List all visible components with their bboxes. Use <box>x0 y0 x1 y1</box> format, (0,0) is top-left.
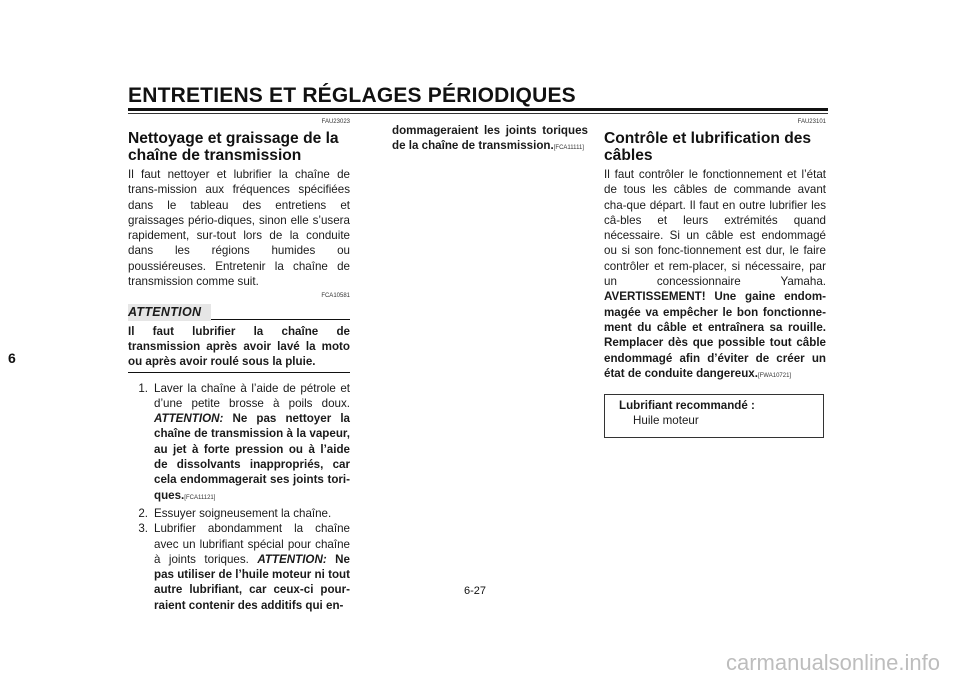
watermark: carmanualsonline.info <box>725 650 940 675</box>
column-left <box>128 118 350 613</box>
attention-rule <box>211 319 350 320</box>
step-code: [FCA11121] <box>184 494 216 501</box>
warning-code: [FWA10721] <box>757 372 792 379</box>
lubricant-box <box>604 394 824 438</box>
continued-text <box>392 123 588 157</box>
step-number: 2. <box>138 506 148 520</box>
lubricant-label: Lubrifiant recommandé : <box>619 399 755 413</box>
step-attention-label: ATTENTION: <box>257 552 327 566</box>
step-number: 1. <box>138 381 148 395</box>
step-item <box>128 381 350 506</box>
chain-intro-paragraph: Il faut nettoyer et lubrifier la chaîne de trans-mission aux fréquences spécifiées dans le tableau des entretiens et graissages pério-diques, sinon elle s’usera rapidement, sur-tout lors de la conduite dans les régions humides ou poussiéreuses. Entretenir la chaîne de transmission comme suit. <box>128 168 350 289</box>
attention-header <box>128 304 350 320</box>
column-middle <box>392 123 588 157</box>
step-text: Lubrifier abondamment la chaîne avec un lubrifiant spécial pour chaîne à joints toriques. <box>154 522 350 566</box>
step-body <box>154 521 350 613</box>
header-rule-thin <box>128 113 828 114</box>
header-rule <box>128 108 828 111</box>
section-code: FAU23101 <box>797 119 826 125</box>
section-code: FAU23023 <box>321 119 350 125</box>
step-attention-label: ATTENTION: <box>154 412 224 426</box>
step-text: Essuyer soigneusement la chaîne. <box>154 506 332 520</box>
step-item <box>128 506 350 521</box>
chapter-tab: 6 <box>8 350 16 366</box>
step-text: Laver la chaîne à l’aide de pétrole et d’une petite brosse à poils doux. <box>154 381 350 410</box>
page-header-title: ENTRETIENS ET RÉGLAGES PÉRIODIQUES <box>128 84 576 107</box>
step-item <box>128 521 350 613</box>
attention-badge: ATTENTION <box>128 304 211 320</box>
cables-warning: AVERTISSEMENT! Une gaine endom-magée va empêcher le bon fonctionne-ment du câble et entraînera sa rouille. Remplacer dès que possible tout câble endommagé afin d’éviter de créer un état de conduite dangereux. <box>604 290 826 380</box>
attention-text: Il faut lubrifier la chaîne de transmission après avoir lavé la moto ou après avoir roulé sous la pluie. <box>128 324 350 373</box>
page-number: 6-27 <box>464 585 487 597</box>
continued-code: [FCA11111] <box>553 145 584 152</box>
column-right <box>604 118 826 438</box>
section-title-chain: Nettoyage et graissage de la chaîne de transmission <box>128 130 339 164</box>
section-title-cables: Contrôle et lubrification des câbles <box>604 130 812 164</box>
lubricant-value: Huile moteur <box>633 414 699 428</box>
step-attention-text: Ne pas nettoyer la chaîne de transmission à la vapeur, au jet à forte pression ou à l’aide de dissolvants inappropriés, car cela endommagerait ses joints tori-ques. <box>154 412 350 502</box>
cables-body: Il faut contrôler le fonctionnement et l’état de tous les câbles de commande avant cha-que départ. Il faut en outre lubrifier les câ-bles et leurs extrémités quand nécessaire. Si un câble est endommagé ou si son fonc-tionnement est dur, le faire contrôler et rem-placer, si nécessaire, par un concessionnaire Yamaha. <box>604 168 826 289</box>
steps-list <box>128 381 350 613</box>
step-body <box>154 381 350 506</box>
cables-paragraph <box>604 167 826 384</box>
attention-code: FCA10581 <box>321 293 350 300</box>
step-number: 3. <box>138 522 148 536</box>
continued-attention-text: dommageraient les joints toriques de la chaîne de transmission. <box>392 124 588 153</box>
step-attention-text: Ne pas utiliser de l’huile moteur ni tout autre lubrifiant, car ceux-ci pour-raient contenir des additifs qui en- <box>154 552 350 612</box>
